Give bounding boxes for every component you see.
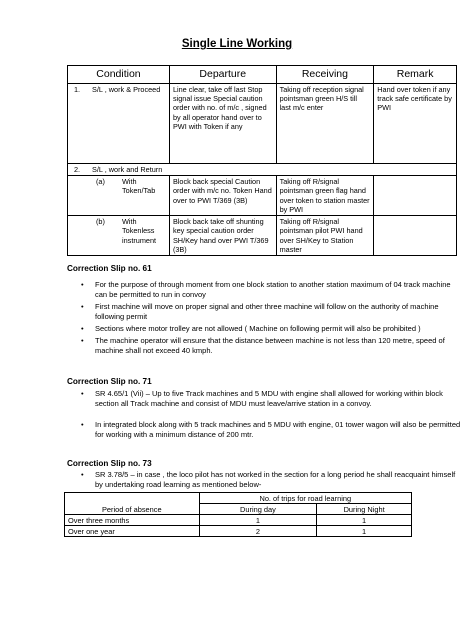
bullet-icon: • — [81, 336, 84, 346]
single-line-working-table — [67, 65, 457, 256]
table-row — [68, 216, 457, 256]
road-learning-table — [64, 492, 412, 537]
row2a-receiving: Taking off R/signal pointsman green flag hand over token to station master by PWI — [276, 176, 374, 216]
table-row — [68, 176, 457, 216]
table-row — [68, 164, 457, 176]
row2-condition-text: S/L , work and Return — [92, 165, 163, 174]
row2a-label: (a) — [96, 177, 105, 187]
header-during-night: During Night — [317, 504, 412, 515]
row2b-label: (b) — [96, 217, 105, 227]
day-cell: 1 — [199, 515, 317, 526]
row2b-receiving: Taking off R/signal pointsman pilot PWI hand over SH/Key to Station master — [276, 216, 374, 256]
table-row — [68, 84, 457, 164]
correction-slip-61-list — [67, 280, 462, 357]
row2a-condition — [68, 176, 170, 216]
list-item: • SR 3.78/5 – in case , the loco pilot has not worked in the section for a long period he shall reacquaint himself by undertaking road learning as mentioned below- — [67, 470, 462, 491]
header-remark: Remark — [374, 66, 457, 84]
row2b-departure: Block back take off shunting key special caution order SH/Key hand over PWI T/369 (3B) — [169, 216, 276, 256]
bullet-icon: • — [81, 419, 84, 429]
period-cell: Over three months — [65, 515, 200, 526]
list-item: • SR 4.65/1 (Vii) – Up to five Track machines and 5 MDU with engine shall allowed for working within block section all Track machine and consist of MDU must leave/arrive station in a convoy. — [67, 389, 462, 410]
row1-receiving: Taking off reception signal pointsman green H/S till last m/c enter — [276, 84, 374, 164]
list-item: • For the purpose of through moment from one block station to another station maximum of 04 track machine can be permitted to run in convoy — [67, 280, 462, 301]
row2b-condition — [68, 216, 170, 256]
list-item: • In integrated block along with 5 track machines and 5 MDU with engine, 01 tower wagon will also be permitted for working with a minimum distance of 200 mtr. — [67, 420, 462, 441]
table-header-row — [65, 493, 412, 504]
correction-slip-73-list — [67, 470, 462, 491]
row2b-remark — [374, 216, 457, 256]
bullet-icon: • — [81, 470, 84, 479]
document-title: Single Line Working — [181, 38, 293, 50]
row1-condition-text: S/L , work & Proceed — [92, 85, 161, 94]
list-item: • The machine operator will ensure that the distance between machine is not less than 120 metre, speed of machine shall not exceed 40 kmph. — [67, 336, 462, 357]
correction-slip-61-heading: Correction Slip no. 61 — [67, 264, 152, 273]
night-cell: 1 — [317, 515, 412, 526]
row1-condition — [68, 84, 170, 164]
table-row — [65, 526, 412, 537]
row1-departure: Line clear, take off last Stop signal issue Special caution order with no. of m/c , signed by all operator hand over to PWI with Token if any — [169, 84, 276, 164]
header-trips-group: No. of trips for road learning — [199, 493, 411, 504]
header-receiving: Receiving — [276, 66, 374, 84]
header-departure: Departure — [169, 66, 276, 84]
row1-number: 1. — [74, 85, 81, 94]
correction-slip-71-heading: Correction Slip no. 71 — [67, 377, 152, 386]
night-cell: 1 — [317, 526, 412, 537]
list-item: • First machine will move on proper signal and other three machine will follow on the authority of machine following permit — [67, 302, 462, 323]
bullet-icon: • — [81, 301, 84, 311]
list-item: • Sections where motor trolley are not allowed ( Machine on following permit will also be prohibited ) — [67, 324, 462, 334]
correction-slip-71-list — [67, 389, 462, 441]
row2-condition — [68, 164, 457, 176]
bullet-icon: • — [81, 323, 84, 333]
header-during-day: During day — [199, 504, 317, 515]
row1-remark: Hand over token if any track safe certificate by PWI — [374, 84, 457, 164]
row2a-remark — [374, 176, 457, 216]
row2a-condition-text: With Token/Tab — [122, 177, 156, 196]
bullet-icon: • — [81, 280, 84, 289]
row2a-departure: Block back special Caution order with m/c no. Token Hand over to PWI T/369 (3B) — [169, 176, 276, 216]
row2-number: 2. — [74, 165, 81, 174]
correction-slip-73-heading: Correction Slip no. 73 — [67, 459, 152, 468]
header-period-of-absence: Period of absence — [65, 493, 200, 515]
header-condition: Condition — [68, 66, 170, 84]
period-cell: Over one year — [65, 526, 200, 537]
day-cell: 2 — [199, 526, 317, 537]
table-row — [65, 515, 412, 526]
table-header-row — [68, 66, 457, 84]
bullet-icon: • — [81, 389, 84, 398]
row2b-condition-text: With Tokenless instrument — [122, 217, 157, 245]
